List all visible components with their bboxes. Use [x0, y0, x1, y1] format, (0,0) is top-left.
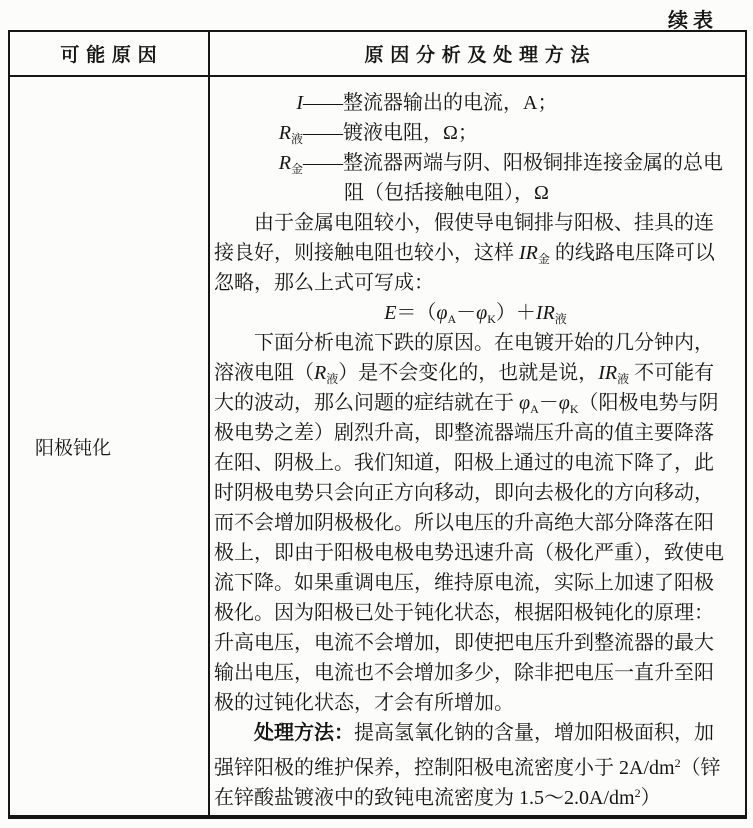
text-segment: ）＋ — [495, 302, 536, 324]
text-segment: 极电势之差）剧烈升高，即整流器端压升高的值主要降落 — [214, 422, 714, 444]
text-segment: （阳极电势与阴 — [578, 392, 719, 414]
text-line — [214, 658, 737, 688]
text-line — [214, 688, 737, 718]
text-segment: 极的过钝化状态，才会有所增加。 — [214, 692, 514, 714]
text-segment: 极上，即由于阳极电极电势迅速升高（极化严重），致使电 — [214, 542, 724, 564]
column-header-analysis-treatment: 原 因 分 析 及 处 理 方 法 — [210, 32, 745, 77]
text-segment: ）是不会变化的，也就是说， — [338, 362, 599, 384]
text-segment: 极化。因为阳极已处于钝化状态，根据阳极钝化的原理： — [214, 602, 714, 624]
text-segment: 的线路电压降可以 — [549, 242, 715, 264]
text-segment: 接良好，则接触电阻也较小，这样 — [214, 242, 519, 264]
analysis-cell — [210, 77, 745, 815]
text-segment: 液 — [326, 372, 339, 386]
text-segment: 不可能有 — [629, 362, 715, 384]
text-segment: 时阴极电势只会向正方向移动，即向去极化的方向移动， — [214, 482, 714, 504]
text-line — [214, 418, 737, 448]
definition-dash: —— — [303, 122, 343, 144]
text-segment: IR — [535, 302, 555, 324]
text-line — [214, 568, 737, 598]
text-segment: K — [487, 312, 496, 326]
text-segment: I — [296, 92, 303, 114]
text-segment: φ — [476, 302, 488, 324]
text-segment: 忽略，那么上式可写成： — [214, 272, 434, 294]
text-line — [214, 238, 737, 268]
text-line — [214, 778, 737, 808]
text-segment: 而不会增加阴极极化。所以电压的升高绝大部分降落在阳 — [214, 512, 714, 534]
text-segment: － — [538, 392, 559, 414]
text-segment: 整流器输出的电流，A； — [343, 92, 558, 114]
text-segment: 处理方法： — [254, 722, 354, 744]
text-line — [214, 448, 737, 478]
text-line — [214, 388, 737, 418]
text-line — [214, 718, 737, 748]
text-segment: IR — [598, 362, 618, 384]
definition-variable — [214, 148, 303, 184]
text-segment: 强锌阳极的维护保养，控制阳极电流密度小于 2A/dm — [214, 757, 675, 779]
text-line — [214, 538, 737, 568]
text-segment: 金 — [290, 162, 303, 176]
text-line — [214, 328, 737, 358]
text-segment: K — [569, 402, 579, 416]
text-segment: 由于金属电阻较小，假使导电铜排与阳极、挂具的连 — [254, 212, 714, 234]
text-segment: R — [278, 122, 291, 144]
text-line — [214, 298, 737, 328]
text-segment: 溶液电阻（ — [214, 362, 314, 384]
text-line — [214, 88, 737, 118]
text-segment: 提高氢氧化钠的含量，增加阳极面积，加 — [354, 722, 714, 744]
text-segment: 阻（包括接触电阻），Ω — [344, 182, 549, 204]
text-segment: 整流器两端与阴、阳极铜排连接金属的总电 — [343, 152, 723, 174]
text-segment: A — [447, 312, 457, 326]
definition-variable — [214, 88, 303, 118]
text-segment: 流下降。如果重调电压，维持原电流，实际上加速了阳极 — [214, 572, 714, 594]
text-segment: 镀液电阻，Ω； — [343, 122, 478, 144]
cause-label: 阳极钝化 — [35, 437, 112, 459]
text-segment: A — [530, 402, 539, 416]
definition-dash: —— — [303, 92, 343, 114]
text-segment: 输出电压，电流也不会增加多少，除非把电压一直升至阳 — [214, 662, 714, 684]
text-line — [214, 748, 737, 778]
troubleshooting-table — [8, 30, 747, 819]
text-segment: E — [384, 302, 397, 324]
analysis-lines — [214, 88, 737, 808]
text-segment: 升高电压，电流不会增加，即使把电压升到整流器的最大 — [214, 632, 714, 654]
text-segment: 在阳、阴极上。我们知道，阳极上通过的电流下降了，此 — [214, 452, 714, 474]
text-segment: 2 — [674, 756, 681, 770]
text-segment: ＝（ — [396, 302, 437, 324]
text-segment: φ — [519, 392, 531, 414]
cause-cell — [10, 77, 210, 815]
text-segment: R — [314, 362, 327, 384]
text-segment: 在锌酸盐镀液中的致钝电流密度为 1.5～2.0A/dm — [214, 787, 635, 809]
text-line — [214, 268, 737, 298]
text-line — [214, 208, 737, 238]
text-line — [214, 478, 737, 508]
text-segment: ） — [640, 787, 661, 809]
column-header-possible-cause: 可 能 原 因 — [10, 32, 210, 77]
text-segment: IR — [519, 242, 538, 264]
text-segment: 下面分析电流下跌的原因。在电镀开始的几分钟内， — [254, 332, 714, 354]
text-segment: 大的波动，那么问题的症结就在于 — [214, 392, 519, 414]
text-line — [214, 508, 737, 538]
definition-dash: —— — [303, 152, 343, 174]
text-segment: R — [278, 152, 291, 174]
table-continuation-label: 续表 — [668, 10, 718, 32]
text-line — [214, 148, 737, 178]
text-segment: φ — [558, 392, 570, 414]
text-segment: 2 — [634, 786, 641, 800]
text-line — [214, 358, 737, 388]
text-segment: 金 — [537, 252, 550, 266]
text-segment: 液 — [554, 312, 567, 326]
text-segment: 液 — [290, 132, 303, 146]
text-segment: （锌 — [680, 757, 721, 779]
text-line — [214, 118, 737, 148]
text-segment: 液 — [617, 372, 630, 386]
text-segment: φ — [436, 302, 448, 324]
text-line — [214, 598, 737, 628]
text-segment: － — [456, 302, 477, 324]
text-line — [214, 628, 737, 658]
